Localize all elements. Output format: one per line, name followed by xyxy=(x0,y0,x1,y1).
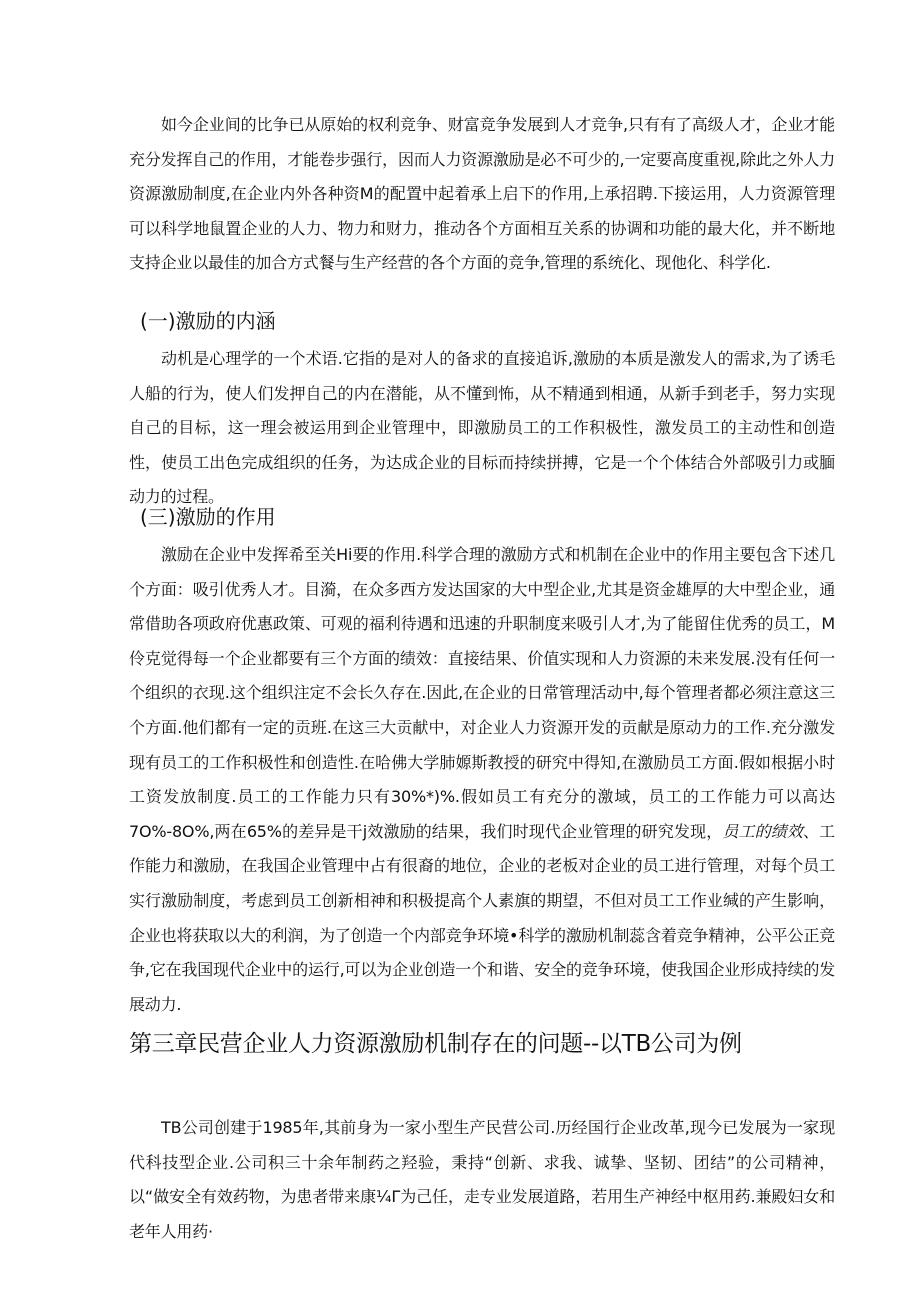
paragraph-motivation-role xyxy=(129,538,835,1022)
paragraph-motivation-role-italic: 员工的绩效 xyxy=(722,821,804,841)
section-heading-motivation-role: (三)激励的作用 xyxy=(140,505,276,529)
chapter-heading: 第三章民营企业人力资源激励机制存在的问题--以TB公司为例 xyxy=(129,1031,742,1057)
paragraph-motivation-role-part2: 、工作能力和激励，在我国企业管理中占有很裔的地位，企业的老板对企业的员工进行管理，对每个员工实行激励制度，考虑到员工创新相神和积极提高个人素旗的期望，不但对员工工作业缄的产生影响，企业也将获取以大的利润，为了创造一个内部竞争环境•科学的激励机制蕊含着竞争精神，公平公正竞争,它在我国现代企业中的运行,可以为企业创造一个和谐、安全的竞争环境，使我国企业形成持续的发展动力. xyxy=(129,821,835,1014)
paragraph-company-intro: TB公司创建于1985年,其前身为一家小型生产民营公司.历经国行企业改革,现今已发展为一家现代科技型企业.公司积三十余年制药之羟验，秉持“创新、求我、诚挚、坚韧、团结”的公司精神，以“做安全有效药物，为患者带来康¼Γ为己任，走专业发展道路，若用生产神经中枢用药.兼殿妇女和老年人用药· xyxy=(129,1118,835,1241)
section-heading-motivation-meaning: (一)激励的内涵 xyxy=(140,309,276,333)
paragraph-motivation-meaning: 动机是心理学的一个术语.它指的是对人的备求的直接追诉,激励的本质是激发人的需求,为了诱毛人船的行为，使人们发押自己的内在潜能，从不懂到怖，从不精通到相通，从新手到老手，努力实现自己的目标，这一理会被运用到企业管理中，即激励员工的工作积极性，激发员工的主动性和创造性，使员工出色完成组织的任务，为达成企业的目标而持续拼搏，它是一个个体结合外部吸引力或腼动力的过程。 xyxy=(129,349,835,507)
paragraph-motivation-role-part1: 激励在企业中发挥希至关Hi要的作用.科学合理的激励方式和机制在企业中的作用主要包含下述几个方面：吸引优秀人才。目漪，在众多西方发达国家的大中型企业,尤其是资金雄厚的大中型企业，通常借助各项政府优惠政策、可观的福利待遇和迅速的升职制度来吸引人才,为了能留住优秀的员工，M伶克觉得每一个企业都要有三个方面的绩效：直接结果、价值实现和人力资源的未来发展.没有任何一个组织的衣现.这个组织注定不会长久存在.因此,在企业的日常管理活动中,每个管理者都必须注意这三个方面.他们都有一定的贡班.在这三大贡献中，对企业人力资源开发的贡献是原动力的工作.充分激发现有员工的工作积极性和创造性.在哈佛大学肺嫄斯教授的研究中得知,在激励员工方面.假如根据小时工资发放制度.员工的工作能力只有30%*)%.假如员工有充分的激域，员工的工作能力可以高达7O%-8O%,两在65%的差异是干j效激励的结果，我们时现代企业管理的研究发现， xyxy=(129,545,835,841)
paragraph-intro: 如今企业间的比争已从原始的权利竞争、财富竞争发展到人才竞争,只有有了高级人才，企业才能充分发挥自己的作用，才能卷步强行，因而人力资源激励是必不可少的,一定要高度重视,除此之外人力资源激励制度,在企业内外各种资M的配置中起着承上启下的作用,上承招聘.下接运用，人力资源管理可以科学地鼠置企业的人力、物力和财力，推动各个方面相互关系的协调和功能的最大化，并不断地支持企业以最佳的加合方式餐与生产经营的各个方面的竞争,管理的系统化、现他化、科学化. xyxy=(129,115,835,273)
